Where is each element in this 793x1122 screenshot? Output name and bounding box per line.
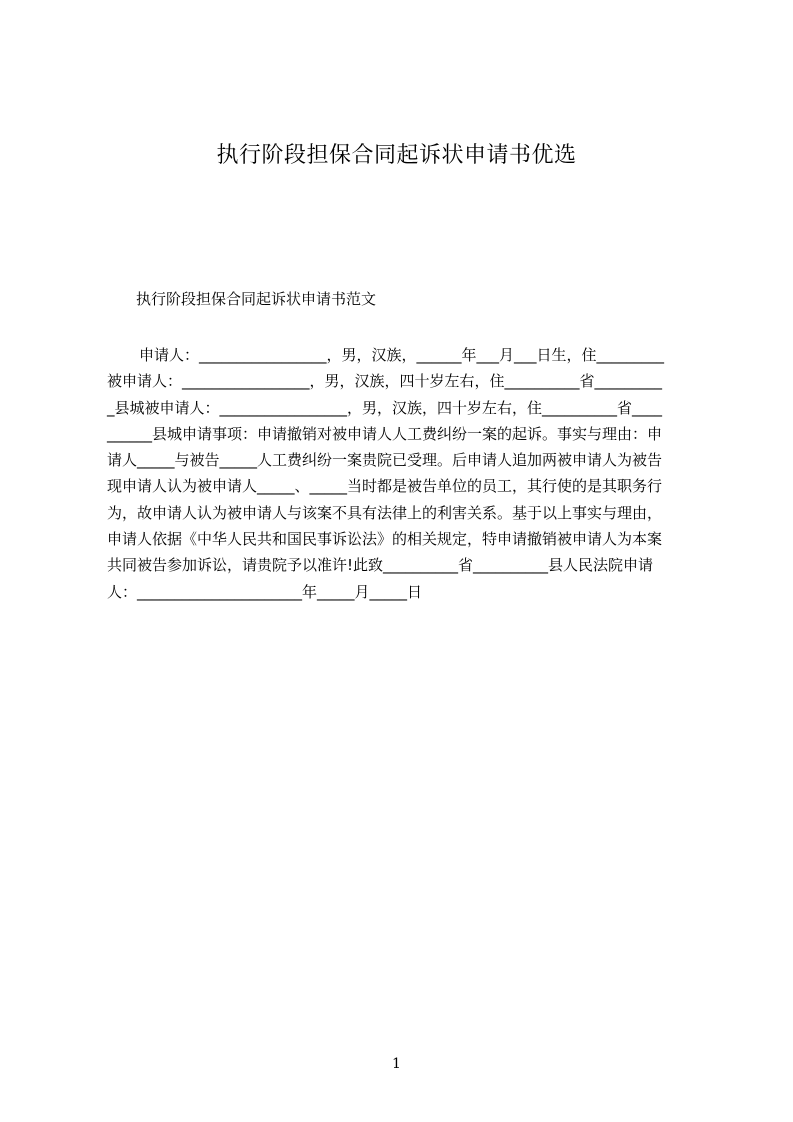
document-body (107, 342, 707, 605)
body-line: 被申请人：_________________，男，汉族，四十岁左右，住__________省_________ (107, 372, 663, 391)
body-line: ______县城申请事项：申请撤销对被申请人人工费纠纷一案的起诉。事实与理由：申 (107, 424, 663, 443)
body-line: 申请人依据《中华人民共和国民事诉讼法》的相关规定，特申请撤销被申请人为本案 (107, 530, 663, 549)
body-line: 共同被告参加诉讼，请贵院予以准许!此致__________省__________县人民法院申请 (107, 556, 654, 575)
document-subtitle: 执行阶段担保合同起诉状申请书范文 (136, 290, 377, 308)
page-number: 1 (392, 1056, 401, 1072)
body-line: _县城被申请人：_________________，男，汉族，四十岁左右，住__________省____ (107, 398, 663, 417)
document-title: 执行阶段担保合同起诉状申请书优选 (216, 143, 577, 168)
body-line: 请人_____与被告_____人工费纠纷一案贵院已受理。后申请人追加两被申请人为被告 (107, 451, 663, 470)
body-line: 现申请人认为被申请人_____、_____当时都是被告单位的员工，其行使的是其职务行 (107, 477, 663, 496)
body-line: 人：______________________年_____月_____日 (107, 582, 423, 601)
body-line: 为，故申请人认为被申请人与该案不具有法律上的利害关系。基于以上事实与理由， (107, 503, 663, 522)
body-line: 申请人：_________________，男，汉族，______年___月___日生，住_________ (139, 346, 665, 364)
